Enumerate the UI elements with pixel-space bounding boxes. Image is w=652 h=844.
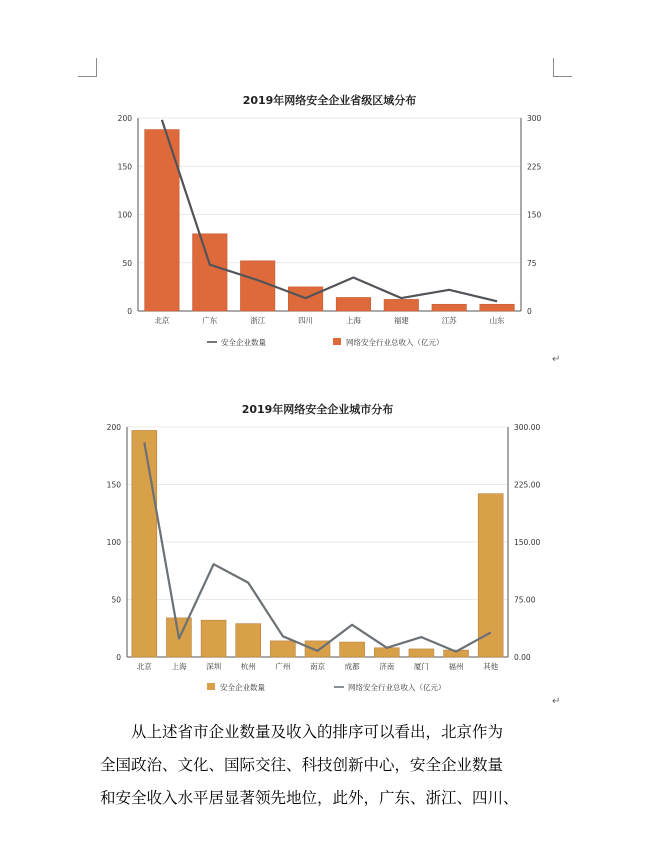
x-tick-label: 厦门 [413,662,429,671]
y-left-tick-label: 100 [117,210,132,220]
province-distribution-chart [110,86,550,356]
y-right-tick-label: 75.00 [514,595,536,605]
line-series [144,442,490,651]
y-right-tick-label: 225.00 [514,480,541,490]
bar [336,297,370,311]
legend-label: 网络安全行业总收入（亿元） [348,683,446,692]
paragraph-mark-icon: ↵ [552,354,561,365]
y-left-tick-label: 150 [117,162,132,172]
x-tick-label: 福建 [393,316,409,325]
legend-label: 安全企业数量 [220,683,265,692]
y-right-tick-label: 225 [527,162,542,172]
y-right-tick-label: 150 [527,210,542,220]
paragraph-line-2: 全国政治、文化、国际交往、科技创新中心，安全企业数量 [100,756,504,774]
legend-label: 网络安全行业总收入（亿元） [346,338,444,347]
y-left-tick-label: 200 [106,423,121,432]
y-right-tick-label: 300.00 [514,423,541,432]
bar [384,299,418,311]
bar [270,641,295,657]
y-left-tick-label: 0 [127,307,132,316]
paragraph-line-1: 从上述省市企业数量及收入的排序可以看出，北京作为 [131,723,504,741]
y-right-tick-label: 0 [527,307,532,316]
bar [201,620,226,657]
chart-title: 2019年网络安全企业省级区域分布 [242,94,417,107]
province-chart-svg [110,86,550,356]
x-tick-label: 北京 [154,316,170,325]
crop-mark-top-left [78,58,97,77]
x-tick-label: 广州 [275,662,291,671]
x-tick-label: 浙江 [250,316,266,325]
bar [236,624,261,657]
x-tick-label: 福州 [448,662,464,671]
bar [340,642,365,657]
y-left-tick-label: 50 [111,595,121,605]
bar [432,304,466,311]
city-chart-svg [98,380,560,700]
y-left-tick-label: 50 [122,258,132,268]
paragraph-mark-icon: ↵ [552,696,561,707]
legend-bar-swatch [207,683,215,690]
x-tick-label: 江苏 [441,316,457,325]
x-tick-label: 北京 [136,662,152,671]
x-tick-label: 山东 [489,316,505,325]
legend-label: 安全企业数量 [221,338,266,347]
y-left-tick-label: 200 [117,114,132,123]
x-tick-label: 南京 [310,662,325,671]
y-right-tick-label: 0.00 [514,653,531,662]
paragraph-line-3: 和安全收入水平居显著领先地位，此外，广东、浙江、四川、 [100,789,519,807]
x-tick-label: 杭州 [240,662,256,671]
y-left-tick-label: 100 [106,538,121,547]
bar [132,430,157,657]
bar [409,649,434,657]
bar [480,304,514,311]
x-tick-label: 四川 [298,316,314,325]
y-right-tick-label: 150.00 [514,538,541,547]
x-tick-label: 上海 [171,662,187,671]
city-distribution-chart [98,380,560,700]
x-tick-label: 上海 [345,316,361,325]
x-tick-label: 广东 [202,316,218,325]
bar [193,234,227,311]
x-tick-label: 深圳 [206,662,222,671]
x-tick-label: 济南 [379,662,395,671]
y-right-tick-label: 300 [527,114,542,123]
y-right-tick-label: 75 [527,258,537,268]
x-tick-label: 其他 [483,662,499,671]
bar [240,261,274,311]
crop-mark-top-right [553,58,572,77]
y-left-tick-label: 150 [106,480,121,490]
x-tick-label: 成都 [344,662,360,671]
body-paragraph [100,716,570,815]
y-left-tick-label: 0 [116,653,121,662]
chart-title: 2019年网络安全企业城市分布 [241,403,394,416]
bar [374,648,399,657]
legend-bar-swatch [333,338,341,345]
